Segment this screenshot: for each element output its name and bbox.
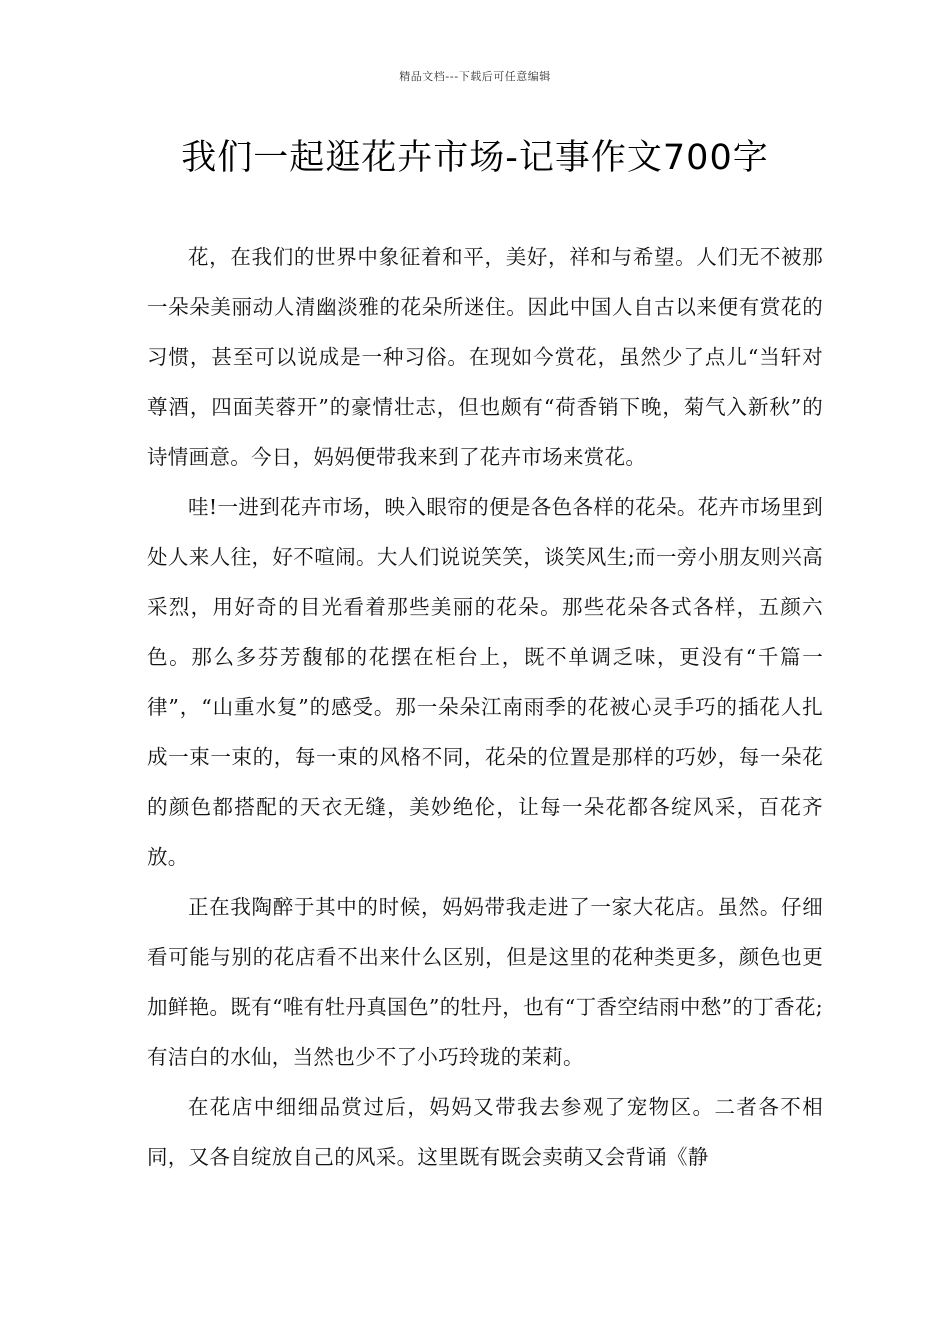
paragraph-4: 在花店中细细品赏过后，妈妈又带我去参观了宠物区。二者各不相同，又各自绽放自己的风采。这里既有既会卖萌又会背诵《静 bbox=[147, 1095, 823, 1169]
paragraph-2: 哇!一进到花卉市场，映入眼帘的便是各色各样的花朵。花卉市场里到处人来人往，好不喧闹。大人们说说笑笑，谈笑风生;而一旁小朋友则兴高采烈，用好奇的目光看着那些美丽的花朵。那些花朵各式各样，五颜六色。那么多芬芳馥郁的花摆在柜台上，既不单调乏味，更没有“千篇一律”，“山重水复”的感受。那一朵朵江南雨季的花被心灵手巧的插花人扎成一束一束的，每一束的风格不同，花朵的位置是那样的巧妙，每一朵花的颜色都搭配的天衣无缝，美妙绝伦，让每一朵花都各绽风采，百花齐放。 bbox=[147, 495, 823, 869]
header-note: 精品文档---下载后可任意编辑 bbox=[399, 70, 551, 83]
document-body bbox=[147, 232, 823, 1182]
paragraph-3: 正在我陶醉于其中的时候，妈妈带我走进了一家大花店。虽然。仔细看可能与别的花店看不出来什么区别，但是这里的花种类更多，颜色也更加鲜艳。既有“唯有牡丹真国色”的牡丹，也有“丁香空结雨中愁”的丁香花;有洁白的水仙，当然也少不了小巧玲珑的茉莉。 bbox=[147, 895, 823, 1069]
document-title: 我们一起逛花卉市场-记事作文700字 bbox=[181, 138, 769, 178]
paragraph-1: 花，在我们的世界中象征着和平，美好，祥和与希望。人们无不被那一朵朵美丽动人清幽淡雅的花朵所迷住。因此中国人自古以来便有赏花的习惯，甚至可以说成是一种习俗。在现如今赏花，虽然少了点儿“当轩对尊酒，四面芙蓉开”的豪情壮志，但也颇有“荷香销下晚，菊气入新秋”的诗情画意。今日，妈妈便带我来到了花卉市场来赏花。 bbox=[147, 245, 823, 469]
